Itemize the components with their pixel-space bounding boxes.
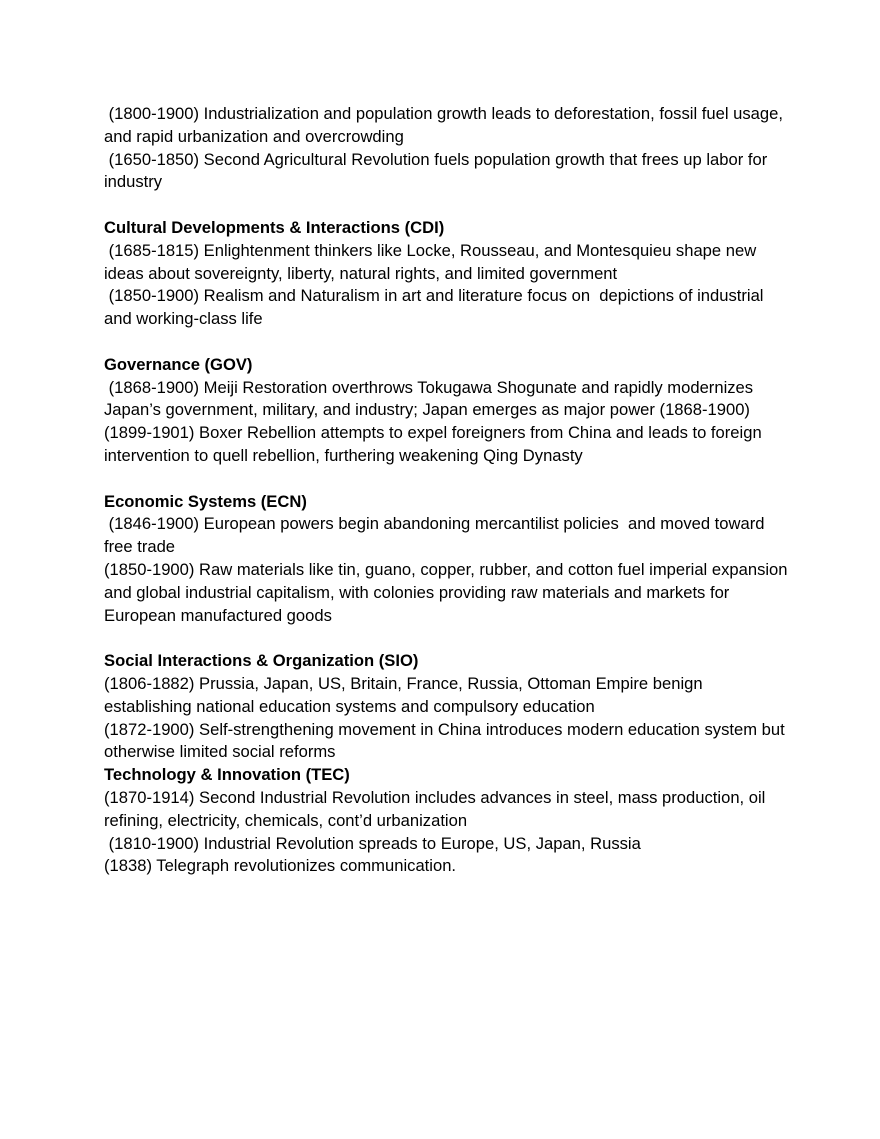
section-ecn — [104, 491, 794, 628]
entry-text: (1850-1900) Realism and Naturalism in art and literature focus on depictions of industrial and working-class life — [104, 286, 769, 329]
entry-text: (1872-1900) Self-strengthening movement in China introduces modern education system but otherwise limited social reforms — [104, 719, 790, 762]
section-heading: Technology & Innovation (TEC) — [104, 765, 350, 785]
entry-text: (1868-1900) Meiji Restoration overthrows Tokugawa Shogunate and rapidly modernizes Japan’s government, military, and industry; Japan emerges as major power (1868-1900) — [104, 377, 758, 420]
entry-text: (1810-1900) Industrial Revolution spreads to Europe, US, Japan, Russia — [104, 833, 641, 853]
entry-text: (1806-1882) Prussia, Japan, US, Britain, France, Russia, Ottoman Empire benign establishing national education systems and compulsory education — [104, 673, 708, 716]
section-cdi — [104, 217, 794, 331]
entry-text: (1870-1914) Second Industrial Revolution includes advances in steel, mass production, oil refining, electricity, chemicals, cont’d urbanization — [104, 787, 770, 830]
section-heading: Economic Systems (ECN) — [104, 491, 307, 511]
entry-text: (1838) Telegraph revolutionizes communication. — [104, 856, 457, 876]
entry-text: (1846-1900) European powers begin abandoning mercantilist policies and moved toward free trade — [104, 514, 770, 557]
section-heading: Social Interactions & Organization (SIO) — [104, 651, 419, 671]
entry-text: (1800-1900) Industrialization and population growth leads to deforestation, fossil fuel usage, and rapid urbanization and overcrowding — [104, 104, 788, 146]
section-heading: Cultural Developments & Interactions (CDI) — [104, 217, 445, 237]
document-page — [104, 103, 794, 878]
section-gov — [104, 354, 794, 468]
section-sio — [104, 650, 794, 764]
section-environment-continued — [104, 103, 794, 194]
entry-text: (1899-1901) Boxer Rebellion attempts to expel foreigners from China and leads to foreign intervention to quell rebellion, furthering weakening Qing Dynasty — [104, 423, 767, 465]
section-tec — [104, 764, 794, 878]
entry-text: (1685-1815) Enlightenment thinkers like Locke, Rousseau, and Montesquieu shape new ideas about sovereignty, liberty, natural rights, and limited government — [104, 240, 761, 283]
entry-text: (1850-1900) Raw materials like tin, guano, copper, rubber, and cotton fuel imperial expansion and global industrial capitalism, with colonies providing raw materials and markets for European manufactured goods — [104, 559, 793, 625]
section-heading: Governance (GOV) — [104, 354, 253, 374]
entry-text: (1650-1850) Second Agricultural Revolution fuels population growth that frees up labor for industry — [104, 149, 772, 192]
